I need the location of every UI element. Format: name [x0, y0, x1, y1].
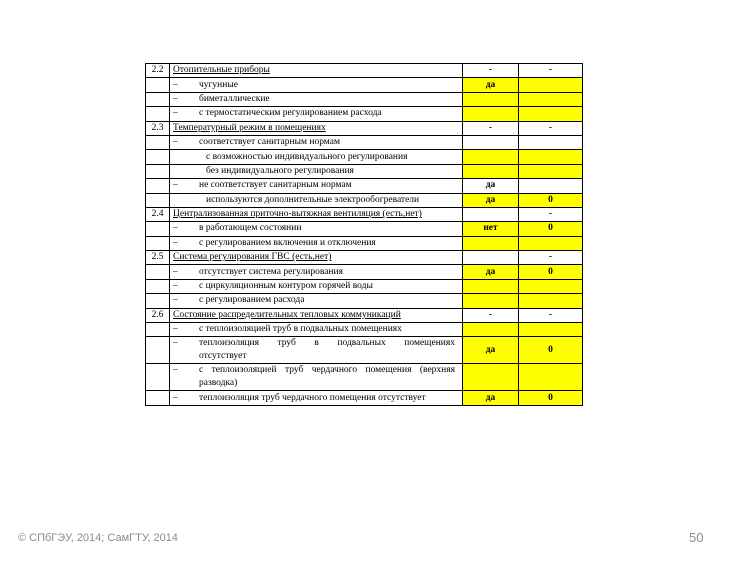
value-cell-b	[519, 323, 583, 337]
list-dash: –	[173, 180, 178, 191]
table-row	[146, 294, 583, 308]
value-cell-a: да	[463, 179, 519, 193]
table-row	[146, 64, 583, 78]
item-description-cell	[170, 107, 463, 121]
list-dash: –	[173, 281, 178, 292]
item-description-cell	[170, 135, 463, 149]
item-description: с возможностью индивидуального регулирования	[206, 151, 408, 162]
section-heading-cell	[170, 308, 463, 322]
item-description: используются дополнительные электрообогреватели	[206, 194, 420, 205]
value-cell-b	[519, 179, 583, 193]
value-cell-a: да	[463, 78, 519, 92]
row-number-cell	[146, 107, 170, 121]
list-dash: –	[173, 365, 178, 376]
list-dash: –	[173, 223, 178, 234]
row-number-cell	[146, 179, 170, 193]
value-cell-b: -	[519, 207, 583, 221]
section-heading: Состояние распределительных тепловых коммуникаций	[173, 309, 401, 320]
row-number-cell	[146, 364, 170, 391]
table-row	[146, 222, 583, 236]
item-description-cell	[170, 323, 463, 337]
row-number-cell	[146, 391, 170, 405]
table-row	[146, 193, 583, 207]
value-cell-b	[519, 92, 583, 106]
value-cell-a	[463, 150, 519, 164]
table-row	[146, 164, 583, 178]
list-dash: –	[173, 93, 178, 104]
value-cell-a	[463, 236, 519, 250]
item-description: с теплоизоляцией труб чердачного помещения (верхняя	[199, 365, 455, 376]
item-description: биметаллические	[199, 93, 270, 104]
list-dash: –	[173, 338, 178, 349]
value-cell-b	[519, 364, 583, 391]
row-number-cell	[146, 92, 170, 106]
table-row	[146, 337, 583, 364]
item-description-cell	[170, 294, 463, 308]
item-description-cell	[170, 150, 463, 164]
table-row	[146, 236, 583, 250]
table-row	[146, 150, 583, 164]
value-cell-a: нет	[463, 222, 519, 236]
list-dash: –	[173, 266, 178, 277]
value-cell-a	[463, 92, 519, 106]
value-cell-b	[519, 150, 583, 164]
row-number-cell	[146, 323, 170, 337]
item-description-cell	[170, 236, 463, 250]
row-number-cell	[146, 135, 170, 149]
value-cell-a	[463, 207, 519, 221]
value-cell-a	[463, 107, 519, 121]
item-description: чугунные	[199, 79, 238, 90]
value-cell-a: да	[463, 265, 519, 279]
value-cell-b	[519, 107, 583, 121]
value-cell-b	[519, 135, 583, 149]
list-dash: –	[173, 295, 178, 306]
table-row	[146, 265, 583, 279]
item-description-cell	[170, 179, 463, 193]
value-cell-a	[463, 364, 519, 391]
list-dash: –	[173, 137, 178, 148]
table-row	[146, 179, 583, 193]
value-cell-a	[463, 323, 519, 337]
value-cell-b: 0	[519, 222, 583, 236]
row-number-cell	[146, 337, 170, 364]
value-cell-b: -	[519, 121, 583, 135]
item-description: не соответствует санитарным нормам	[199, 180, 352, 191]
section-heading: Централизованная приточно-вытяжная вентиляция (есть,нет)	[173, 209, 422, 220]
value-cell-b: 0	[519, 337, 583, 364]
value-cell-b	[519, 236, 583, 250]
item-description: соответствует санитарным нормам	[199, 137, 340, 148]
value-cell-b: -	[519, 64, 583, 78]
page-number: 50	[689, 530, 704, 545]
value-cell-a: да	[463, 391, 519, 405]
item-description: с термостатическим регулированием расхода	[199, 108, 382, 119]
value-cell-a: -	[463, 308, 519, 322]
item-description: с регулированием расхода	[199, 295, 305, 306]
table-row	[146, 135, 583, 149]
value-cell-b: 0	[519, 193, 583, 207]
item-description: теплоизоляция труб в подвальных помещениях	[199, 338, 455, 349]
value-cell-a: да	[463, 337, 519, 364]
row-number-cell	[146, 236, 170, 250]
value-cell-b: -	[519, 308, 583, 322]
item-description-cell	[170, 364, 463, 391]
table-row	[146, 251, 583, 265]
item-description-cell	[170, 222, 463, 236]
value-cell-a	[463, 164, 519, 178]
section-heading-cell	[170, 64, 463, 78]
list-dash: –	[173, 324, 178, 335]
section-heading-cell	[170, 121, 463, 135]
copyright-footer: © СПбГЭУ, 2014; СамГТУ, 2014	[18, 532, 178, 544]
list-dash: –	[173, 108, 178, 119]
row-number-cell: 2.2	[146, 64, 170, 78]
item-description: теплоизоляция труб чердачного помещения отсутствует	[199, 392, 426, 403]
list-dash: –	[173, 237, 178, 248]
item-description: с циркуляционным контуром горячей воды	[199, 281, 373, 292]
item-description-cell	[170, 391, 463, 405]
value-cell-a: -	[463, 64, 519, 78]
heating-assessment-table	[145, 63, 583, 406]
table-row	[146, 207, 583, 221]
value-cell-b	[519, 164, 583, 178]
value-cell-a: -	[463, 121, 519, 135]
item-description-cell	[170, 92, 463, 106]
table-row	[146, 78, 583, 92]
section-heading-cell	[170, 251, 463, 265]
row-number-cell	[146, 164, 170, 178]
value-cell-b	[519, 294, 583, 308]
table-row	[146, 107, 583, 121]
value-cell-a	[463, 279, 519, 293]
table-row	[146, 364, 583, 391]
value-cell-a	[463, 135, 519, 149]
item-description-cell	[170, 279, 463, 293]
item-description-continued: разводка)	[199, 378, 238, 389]
value-cell-b: 0	[519, 391, 583, 405]
item-description: в работающем состоянии	[199, 223, 302, 234]
table-row	[146, 279, 583, 293]
section-heading-cell	[170, 207, 463, 221]
value-cell-a	[463, 251, 519, 265]
row-number-cell	[146, 78, 170, 92]
row-number-cell: 2.6	[146, 308, 170, 322]
section-heading: Отопительные приборы	[173, 65, 270, 76]
row-number-cell: 2.5	[146, 251, 170, 265]
item-description-cell	[170, 193, 463, 207]
table-row	[146, 121, 583, 135]
table-row	[146, 391, 583, 405]
item-description-cell	[170, 78, 463, 92]
item-description: с регулированием включения и отключения	[199, 237, 376, 248]
item-description: с теплоизоляцией труб в подвальных помещениях	[199, 324, 402, 335]
item-description-cell	[170, 337, 463, 364]
list-dash: –	[173, 79, 178, 90]
value-cell-b: -	[519, 251, 583, 265]
item-description-cell	[170, 164, 463, 178]
item-description: отсутствует система регулирования	[199, 266, 343, 277]
item-description-cell	[170, 265, 463, 279]
row-number-cell	[146, 294, 170, 308]
row-number-cell	[146, 265, 170, 279]
section-heading: Система регулирования ГВС (есть,нет)	[173, 252, 332, 263]
value-cell-b	[519, 279, 583, 293]
table-body	[146, 64, 583, 406]
list-dash: –	[173, 392, 178, 403]
row-number-cell	[146, 279, 170, 293]
row-number-cell: 2.4	[146, 207, 170, 221]
item-description-continued: отсутствует	[199, 351, 247, 362]
section-heading: Температурный режим в помещениях	[173, 122, 326, 133]
row-number-cell: 2.3	[146, 121, 170, 135]
value-cell-a: да	[463, 193, 519, 207]
row-number-cell	[146, 193, 170, 207]
value-cell-b: 0	[519, 265, 583, 279]
table-row	[146, 308, 583, 322]
table-row	[146, 323, 583, 337]
row-number-cell	[146, 222, 170, 236]
table-row	[146, 92, 583, 106]
value-cell-b	[519, 78, 583, 92]
row-number-cell	[146, 150, 170, 164]
value-cell-a	[463, 294, 519, 308]
item-description: без индивидуального регулирования	[206, 165, 354, 176]
